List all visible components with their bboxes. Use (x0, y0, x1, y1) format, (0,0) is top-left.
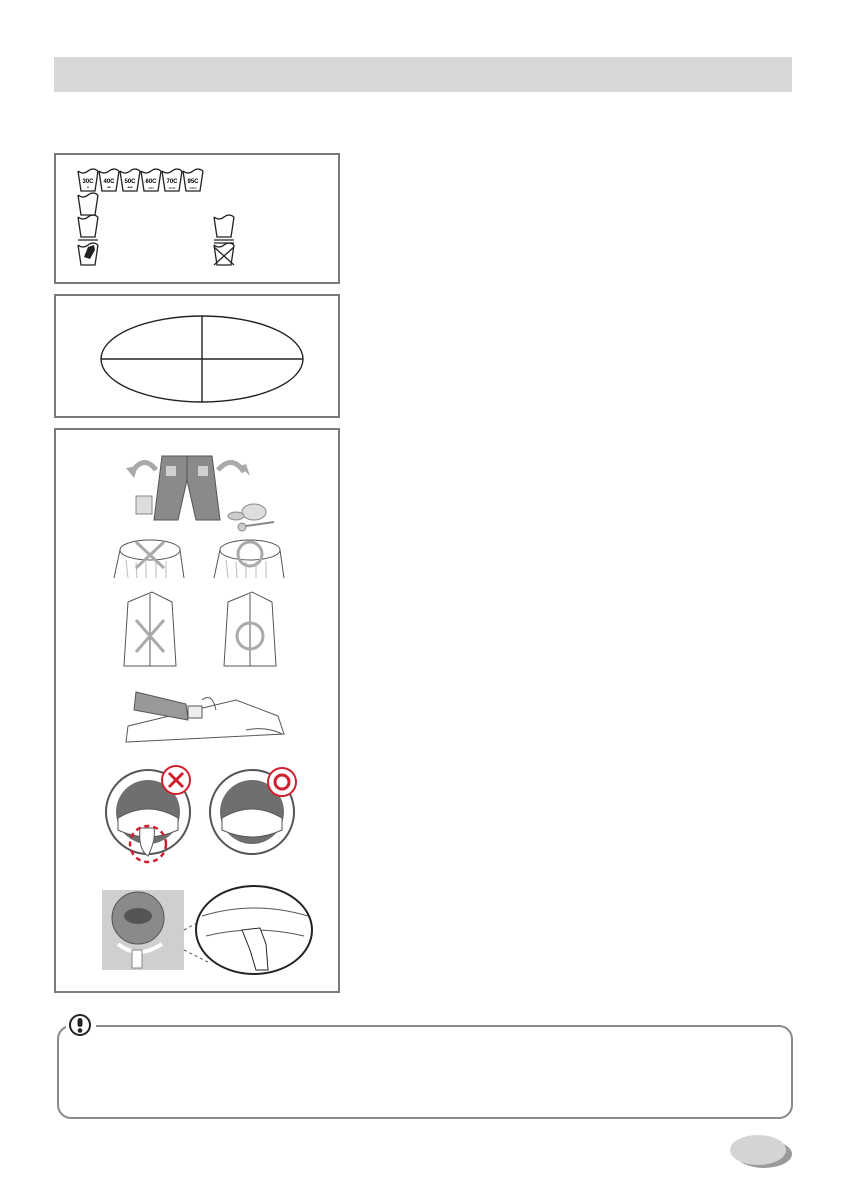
svg-text:60C: 60C (145, 179, 157, 185)
illustration-panel (54, 428, 340, 993)
svg-text:70C: 70C (166, 179, 178, 185)
caution-icon (69, 1014, 91, 1036)
wash-tub-icon (78, 193, 98, 215)
wash-tub-one-bar-icon (78, 215, 98, 240)
svg-text:40C: 40C (103, 179, 115, 185)
wash-40c-icon (99, 169, 119, 191)
waistband-correct-illustration (214, 540, 284, 578)
svg-text:•••: ••• (127, 185, 133, 191)
shirt-correct-illustration (224, 592, 276, 666)
svg-text:••••: •••• (148, 185, 154, 190)
door-clothes-caught-illustration (106, 766, 190, 862)
svg-text:50C: 50C (124, 179, 136, 185)
wash-70c-icon (162, 169, 182, 191)
svg-text:••••••: •••••• (189, 186, 197, 190)
waistband-wrong-illustration (114, 540, 184, 578)
care-symbol-panel (54, 153, 340, 284)
svg-text:•: • (87, 185, 89, 191)
door-seal-photo (102, 890, 184, 970)
shirt-wrong-illustration (124, 592, 176, 666)
temperature-wash-icons (78, 169, 203, 191)
door-clothes-inside-illustration (210, 768, 296, 854)
do-not-wash-icon (214, 243, 234, 265)
sorting-ellipse-diagram (56, 296, 338, 416)
hand-wash-icon (78, 243, 98, 265)
wash-tub-two-bars-icon (214, 215, 234, 243)
care-symbols-graphic (56, 155, 338, 282)
page-number-badge (728, 1130, 794, 1170)
laundry-prep-illustrations (56, 430, 338, 991)
wash-60c-icon (141, 169, 161, 191)
svg-text:••: •• (107, 185, 111, 191)
door-seal-closeup-illustration (184, 886, 312, 974)
svg-text:30C: 30C (82, 179, 94, 185)
sorting-diagram-panel (54, 294, 340, 418)
wash-30c-icon (78, 169, 98, 191)
svg-text:•••••: ••••• (168, 185, 176, 190)
wash-95c-icon (183, 169, 203, 191)
caution-header-line (96, 1025, 176, 1027)
wash-50c-icon (120, 169, 140, 191)
empty-pockets-illustration (126, 456, 274, 531)
header-bar (54, 57, 792, 92)
svg-text:95C: 95C (187, 179, 199, 185)
pretreat-stain-illustration (126, 692, 284, 742)
